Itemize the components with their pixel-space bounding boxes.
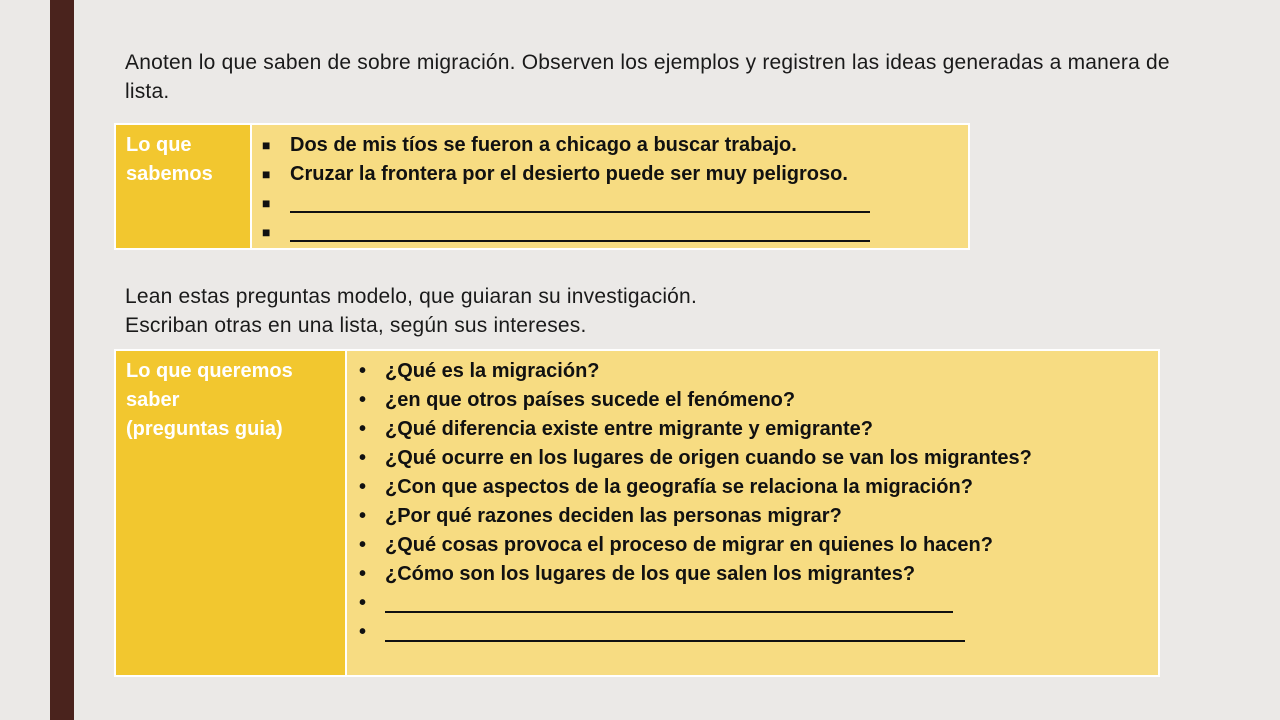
guide-questions-cell	[347, 351, 1158, 675]
guide-instruction-text	[125, 282, 1185, 340]
question-item	[355, 444, 1158, 473]
round-bullet-icon: •	[359, 592, 367, 614]
instruction-text	[125, 48, 1185, 106]
header-line: Lo que	[126, 134, 192, 156]
what-we-know-list-cell	[252, 125, 968, 248]
question-text: ¿Qué diferencia existe entre migrante y emigrante?	[385, 418, 873, 440]
question-text: ¿Cómo son los lugares de los que salen los migrantes?	[385, 563, 916, 585]
list-item	[260, 218, 968, 247]
square-bullet-icon: ■	[262, 195, 271, 211]
question-text: ¿Qué es la migración?	[385, 360, 600, 382]
round-bullet-icon: •	[359, 534, 367, 556]
guide-instruction-line: Escriban otras en una lista, según sus intereses.	[125, 314, 587, 337]
blank-answer-line[interactable]	[385, 589, 953, 613]
round-bullet-icon: •	[359, 389, 367, 411]
square-bullet-icon: ■	[262, 137, 271, 153]
instruction-paragraph: Anoten lo que saben de sobre migración. Observen los ejemplos y registren las ideas generadas a manera de lista.	[125, 51, 1170, 103]
question-item	[355, 473, 1158, 502]
blank-answer-line[interactable]	[385, 618, 965, 642]
square-bullet-icon: ■	[262, 224, 271, 240]
round-bullet-icon: •	[359, 621, 367, 643]
round-bullet-icon: •	[359, 563, 367, 585]
question-item	[355, 386, 1158, 415]
what-we-know-header	[116, 125, 252, 248]
question-item	[355, 415, 1158, 444]
blank-answer-line[interactable]	[290, 218, 870, 242]
round-bullet-icon: •	[359, 360, 367, 382]
list-item	[260, 131, 968, 160]
question-item	[355, 531, 1158, 560]
question-item	[355, 502, 1158, 531]
round-bullet-icon: •	[359, 505, 367, 527]
round-bullet-icon: •	[359, 447, 367, 469]
question-text: ¿Qué ocurre en los lugares de origen cuando se van los migrantes?	[385, 447, 1032, 469]
question-text: ¿Con que aspectos de la geografía se relaciona la migración?	[385, 476, 973, 498]
what-we-know-table	[114, 123, 970, 250]
square-bullet-icon: ■	[262, 166, 271, 182]
question-text: ¿Qué cosas provoca el proceso de migrar en quienes lo hacen?	[385, 534, 993, 556]
question-item	[355, 357, 1158, 386]
question-item	[355, 589, 1158, 618]
header-line: saber	[126, 389, 180, 411]
what-we-want-to-know-header	[116, 351, 347, 675]
list-item-text: Cruzar la frontera por el desierto puede ser muy peligroso.	[290, 163, 848, 185]
list-item-text: Dos de mis tíos se fueron a chicago a buscar trabajo.	[290, 134, 797, 156]
header-line: sabemos	[126, 163, 213, 185]
question-text: ¿Por qué razones deciden las personas migrar?	[385, 505, 842, 527]
question-item	[355, 560, 1158, 589]
round-bullet-icon: •	[359, 418, 367, 440]
side-accent-bar	[50, 0, 74, 720]
what-we-want-to-know-table	[114, 349, 1160, 677]
header-line: Lo que queremos	[126, 360, 293, 382]
list-item	[260, 160, 968, 189]
blank-answer-line[interactable]	[290, 189, 870, 213]
question-item	[355, 618, 1158, 647]
list-item	[260, 189, 968, 218]
question-text: ¿en que otros países sucede el fenómeno?	[385, 389, 796, 411]
guide-instruction-line: Lean estas preguntas modelo, que guiaran su investigación.	[125, 285, 697, 308]
header-line: (preguntas guia)	[126, 418, 283, 440]
round-bullet-icon: •	[359, 476, 367, 498]
